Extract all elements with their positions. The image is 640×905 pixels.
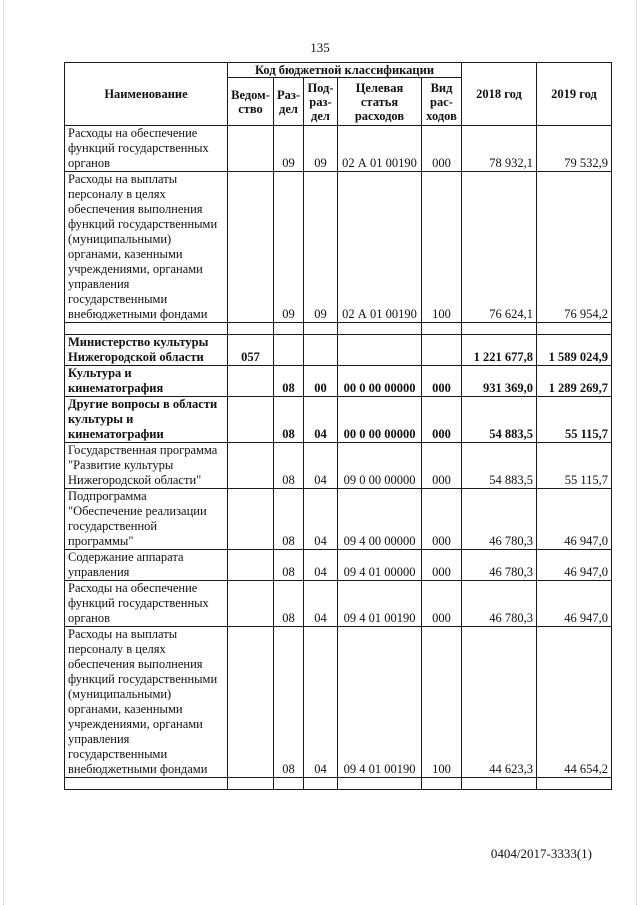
row-razdel: 09	[274, 126, 304, 172]
header-vedomstvo: Ведом-ство	[228, 78, 274, 126]
row-celevaya-statya: 09 4 00 00000	[338, 489, 422, 550]
table-row	[65, 172, 612, 323]
row-name: Культура и кинематография	[65, 366, 228, 397]
row-value-2019: 46 947,0	[537, 489, 612, 550]
row-vid-rashodov: 000	[422, 581, 462, 627]
table-row	[65, 397, 612, 443]
row-vedomstvo	[228, 366, 274, 397]
row-vid-rashodov: 100	[422, 627, 462, 778]
row-celevaya-statya: 09 4 01 00190	[338, 581, 422, 627]
row-name: Расходы на выплаты персоналу в целях обеспечения выполнения функций государственными (муниципальными) органами, казенными учреждениями, органами управления государственными внебюджетными фондами	[65, 627, 228, 778]
table-row	[65, 443, 612, 489]
row-value-2018: 54 883,5	[462, 443, 537, 489]
table-row-ministry	[65, 335, 612, 366]
spacer-row	[65, 778, 612, 790]
row-podrazdel: 04	[304, 443, 338, 489]
row-podrazdel: 00	[304, 366, 338, 397]
row-value-2019: 1 589 024,9	[537, 335, 612, 366]
row-name: Государственная программа "Развитие культуры Нижегородской области"	[65, 443, 228, 489]
header-2019: 2019 год	[537, 63, 612, 126]
row-name: Другие вопросы в области культуры и кинематографии	[65, 397, 228, 443]
row-value-2018: 46 780,3	[462, 550, 537, 581]
spacer-row	[65, 323, 612, 335]
row-razdel: 08	[274, 397, 304, 443]
row-vedomstvo	[228, 627, 274, 778]
row-razdel: 08	[274, 366, 304, 397]
row-value-2019: 44 654,2	[537, 627, 612, 778]
row-value-2018: 54 883,5	[462, 397, 537, 443]
row-vid-rashodov: 000	[422, 489, 462, 550]
row-name: Содержание аппарата управления	[65, 550, 228, 581]
row-value-2019: 76 954,2	[537, 172, 612, 323]
row-vid-rashodov: 100	[422, 172, 462, 323]
row-value-2018: 78 932,1	[462, 126, 537, 172]
row-vedomstvo	[228, 397, 274, 443]
row-razdel: 08	[274, 550, 304, 581]
budget-table	[64, 62, 612, 790]
row-podrazdel: 04	[304, 489, 338, 550]
row-value-2018: 44 623,3	[462, 627, 537, 778]
row-podrazdel: 04	[304, 627, 338, 778]
header-2018: 2018 год	[462, 63, 537, 126]
row-podrazdel: 09	[304, 172, 338, 323]
row-vedomstvo	[228, 126, 274, 172]
row-podrazdel: 09	[304, 126, 338, 172]
row-vid-rashodov	[422, 335, 462, 366]
row-vedomstvo	[228, 581, 274, 627]
row-vedomstvo	[228, 443, 274, 489]
header-vid-rashodov: Вид рас-ходов	[422, 78, 462, 126]
row-value-2018: 76 624,1	[462, 172, 537, 323]
row-celevaya-statya: 09 0 00 00000	[338, 443, 422, 489]
row-value-2019: 46 947,0	[537, 581, 612, 627]
scan-edge-right	[636, 0, 637, 905]
header-classification-group: Код бюджетной классификации	[228, 63, 462, 78]
row-podrazdel	[304, 335, 338, 366]
table-row	[65, 366, 612, 397]
header-podrazdel: Под-раз-дел	[304, 78, 338, 126]
page-number: 135	[310, 40, 330, 55]
row-podrazdel: 04	[304, 581, 338, 627]
row-podrazdel: 04	[304, 397, 338, 443]
row-vid-rashodov: 000	[422, 366, 462, 397]
row-celevaya-statya	[338, 335, 422, 366]
header-name: Наименование	[65, 63, 228, 126]
row-name: Расходы на выплаты персоналу в целях обеспечения выполнения функций государственными (муниципальными) органами, казенными учреждениями, органами управления государственными внебюджетными фондами	[65, 172, 228, 323]
document-code: 0404/2017-3333(1)	[490, 846, 592, 861]
row-value-2018: 46 780,3	[462, 489, 537, 550]
header-razdel: Раз-дел	[274, 78, 304, 126]
row-name: Министерство культуры Нижегородской области	[65, 335, 228, 366]
row-celevaya-statya: 02 А 01 00190	[338, 126, 422, 172]
row-vid-rashodov: 000	[422, 550, 462, 581]
row-celevaya-statya: 00 0 00 00000	[338, 397, 422, 443]
row-vid-rashodov: 000	[422, 126, 462, 172]
table-row	[65, 550, 612, 581]
row-celevaya-statya: 09 4 01 00000	[338, 550, 422, 581]
row-razdel	[274, 335, 304, 366]
row-razdel: 08	[274, 581, 304, 627]
row-value-2019: 1 289 269,7	[537, 366, 612, 397]
row-celevaya-statya: 09 4 01 00190	[338, 627, 422, 778]
row-name: Расходы на обеспечение функций государственных органов	[65, 581, 228, 627]
row-razdel: 09	[274, 172, 304, 323]
row-podrazdel: 04	[304, 550, 338, 581]
row-name: Подпрограмма "Обеспечение реализации государственной программы"	[65, 489, 228, 550]
row-value-2019: 55 115,7	[537, 443, 612, 489]
table-row	[65, 581, 612, 627]
row-vedomstvo	[228, 172, 274, 323]
row-value-2019: 79 532,9	[537, 126, 612, 172]
row-name: Расходы на обеспечение функций государственных органов	[65, 126, 228, 172]
row-value-2018: 46 780,3	[462, 581, 537, 627]
table-row	[65, 627, 612, 778]
table-row	[65, 489, 612, 550]
row-razdel: 08	[274, 489, 304, 550]
row-razdel: 08	[274, 627, 304, 778]
row-value-2018: 1 221 677,8	[462, 335, 537, 366]
row-value-2019: 55 115,7	[537, 397, 612, 443]
row-value-2019: 46 947,0	[537, 550, 612, 581]
header-celevaya-statya: Целевая статья расходов	[338, 78, 422, 126]
row-celevaya-statya: 02 А 01 00190	[338, 172, 422, 323]
row-vid-rashodov: 000	[422, 443, 462, 489]
scan-edge-left	[3, 0, 4, 905]
row-vedomstvo: 057	[228, 335, 274, 366]
row-razdel: 08	[274, 443, 304, 489]
row-vid-rashodov: 000	[422, 397, 462, 443]
row-celevaya-statya: 00 0 00 00000	[338, 366, 422, 397]
row-vedomstvo	[228, 550, 274, 581]
table-header	[65, 63, 612, 126]
table-row	[65, 126, 612, 172]
row-vedomstvo	[228, 489, 274, 550]
row-value-2018: 931 369,0	[462, 366, 537, 397]
